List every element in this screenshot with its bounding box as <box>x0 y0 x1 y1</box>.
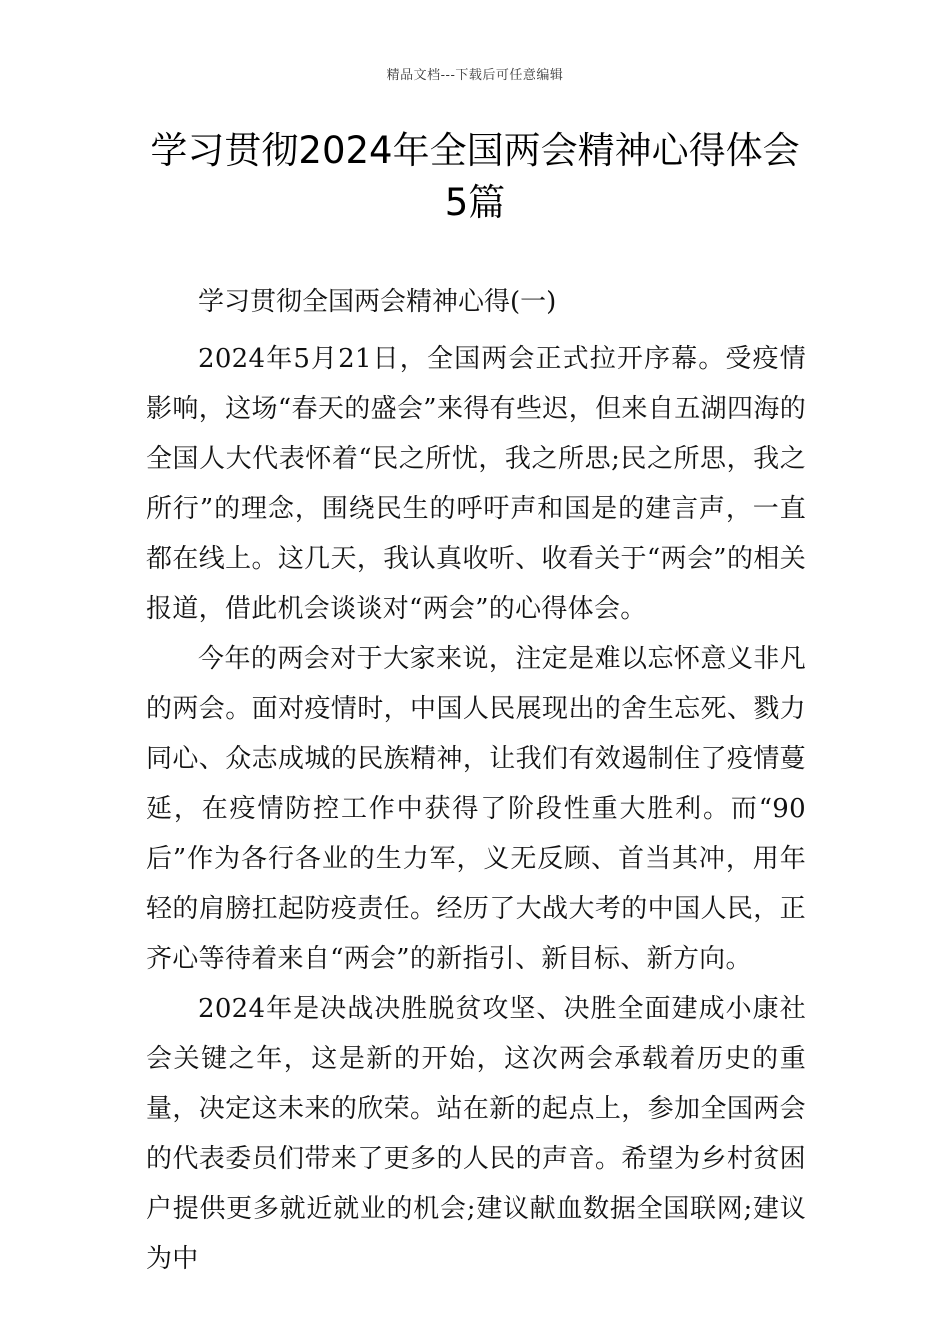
paragraph-2: 今年的两会对于大家来说，注定是难以忘怀意义非凡的两会。面对疫情时，中国人民展现出的舍生忘死、戮力同心、众志成城的民族精神，让我们有效遏制住了疫情蔓延，在疫情防控工作中获得了阶段性重大胜利。而“90后”作为各行各业的生力军，义无反顾、首当其冲，用年轻的肩膀扛起防疫责任。经历了大战大考的中国人民，正齐心等待着来自“两会”的新指引、新目标、新方向。 <box>146 644 806 974</box>
paragraph-1: 2024年5月21日，全国两会正式拉开序幕。受疫情影响，这场“春天的盛会”来得有些迟，但来自五湖四海的全国人大代表怀着“民之所忧，我之所思;民之所思，我之所行”的理念，围绕民生的呼吁声和国是的建言声，一直都在线上。这几天，我认真收听、收看关于“两会”的相关报道，借此机会谈谈对“两会”的心得体会。 <box>146 344 806 624</box>
header-note: 精品文档---下载后可任意编辑 <box>386 68 564 83</box>
section-heading: 学习贯彻全国两会精神心得(一) <box>198 287 557 317</box>
document-body <box>146 282 806 1284</box>
document-title: 学习贯彻2024年全国两会精神心得体会5篇 <box>150 129 800 224</box>
paragraph-3: 2024年是决战决胜脱贫攻坚、决胜全面建成小康社会关键之年，这是新的开始，这次两会承载着历史的重量，决定这未来的欣荣。站在新的起点上，参加全国两会的代表委员们带来了更多的人民的声音。希望为乡村贫困户提供更多就近就业的机会;建议献血数据全国联网;建议为中 <box>146 994 806 1274</box>
